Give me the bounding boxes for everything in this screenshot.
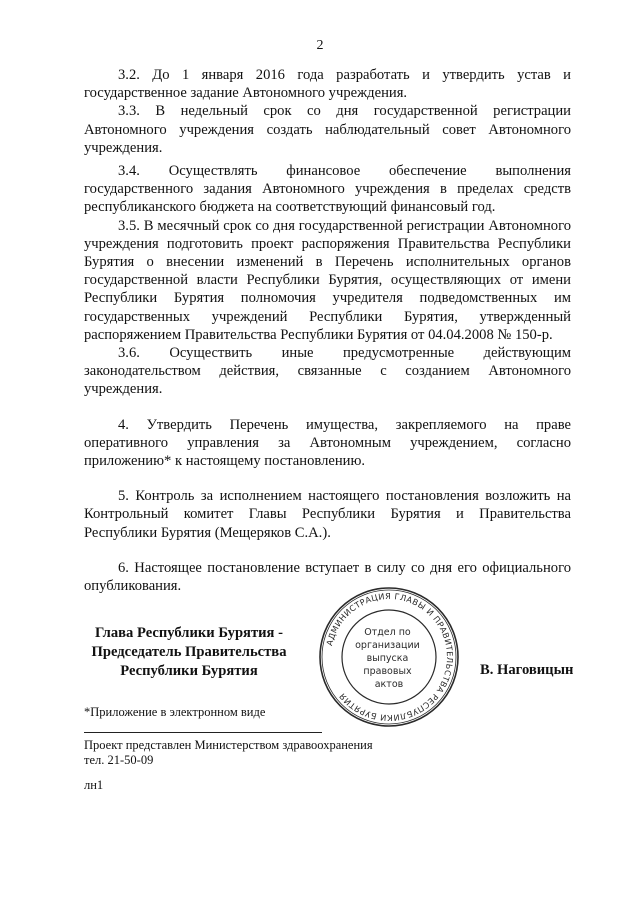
project-info bbox=[84, 738, 373, 768]
svg-text:Отдел по организации bbox=[355, 627, 423, 690]
appendix-footnote: *Приложение в электронном виде bbox=[84, 705, 266, 719]
signature-line-1: Глава Республики Бурятия - bbox=[95, 625, 283, 641]
stamp-line-2: организации bbox=[355, 640, 420, 651]
project-submitted-by: Проект представлен Министерством здравоохранения bbox=[84, 738, 373, 752]
signature-title bbox=[84, 624, 294, 681]
paragraph-5: 5. Контроль за исполнением настоящего постановления возложить на Контрольный комитет Главы Республики Бурятия и Правительства Республики Бурятия (Мещеряков С.А.). bbox=[84, 488, 571, 541]
paragraph-4: 4. Утвердить Перечень имущества, закрепляемого на праве оперативного управления за Автономным учреждением, согласно приложению* к настоящему постановлению. bbox=[84, 416, 571, 470]
signature-line-3: Республики Бурятия bbox=[120, 663, 258, 679]
paragraph-3-2: 3.2. До 1 января 2016 года разработать и утвердить устав и государственное задание Автономного учреждения. bbox=[84, 67, 571, 102]
stamp-ring-text: АДМИНИСТРАЦИЯ ГЛАВЫ И ПРАВИТЕЛЬСТВА РЕСПУБЛИКИ БУРЯТИЯ bbox=[324, 590, 456, 724]
page-number: 2 bbox=[316, 38, 324, 53]
signatory-name: В. Наговицын bbox=[480, 662, 574, 678]
stamp-line-4: правовых bbox=[363, 666, 412, 677]
footer-divider bbox=[84, 732, 322, 733]
paragraph-6: 6. Настоящее постановление вступает в силу со дня его официального опубликования. bbox=[84, 559, 571, 595]
paragraph-3-5: 3.5. В месячный срок со дня государственной регистрации Автономного учреждения подготовить проект распоряжения Правительства Республики Бурятия о внесении изменений в Перечень исполнительных органов государственной власти Республики Бурятия, осуществляющих от имени Республики Бурятия полномочия учредителя подведомственных им государственных учреждений Республики Бурятия, утвержденный распоряжением Правительства Республики Бурятия от 04.04.2008 № 150-р. bbox=[84, 217, 571, 343]
paragraph-3-4: 3.4. Осуществлять финансовое обеспечение выполнения государственного задания Автономного учреждения в пределах средств республиканского бюджета на соответствующий финансовый год. bbox=[84, 163, 571, 216]
document-body bbox=[84, 66, 571, 595]
paragraph-3-3: 3.3. В недельный срок со дня государственной регистрации Автономного учреждения создать наблюдательный совет Автономного учреждения. bbox=[84, 103, 571, 156]
document-code: лн1 bbox=[84, 778, 104, 792]
official-stamp bbox=[318, 586, 460, 728]
paragraph-3-6: 3.6. Осуществить иные предусмотренные действующим законодательством действия, связанные с созданием Автономного учреждения. bbox=[84, 345, 571, 398]
stamp-line-5: актов bbox=[374, 679, 404, 690]
signature-line-2: Председатель Правительства bbox=[91, 644, 287, 660]
stamp-line-1: Отдел по bbox=[364, 627, 411, 638]
contact-phone: тел. 21-50-09 bbox=[84, 753, 154, 767]
stamp-line-3: выпуска bbox=[366, 653, 409, 664]
